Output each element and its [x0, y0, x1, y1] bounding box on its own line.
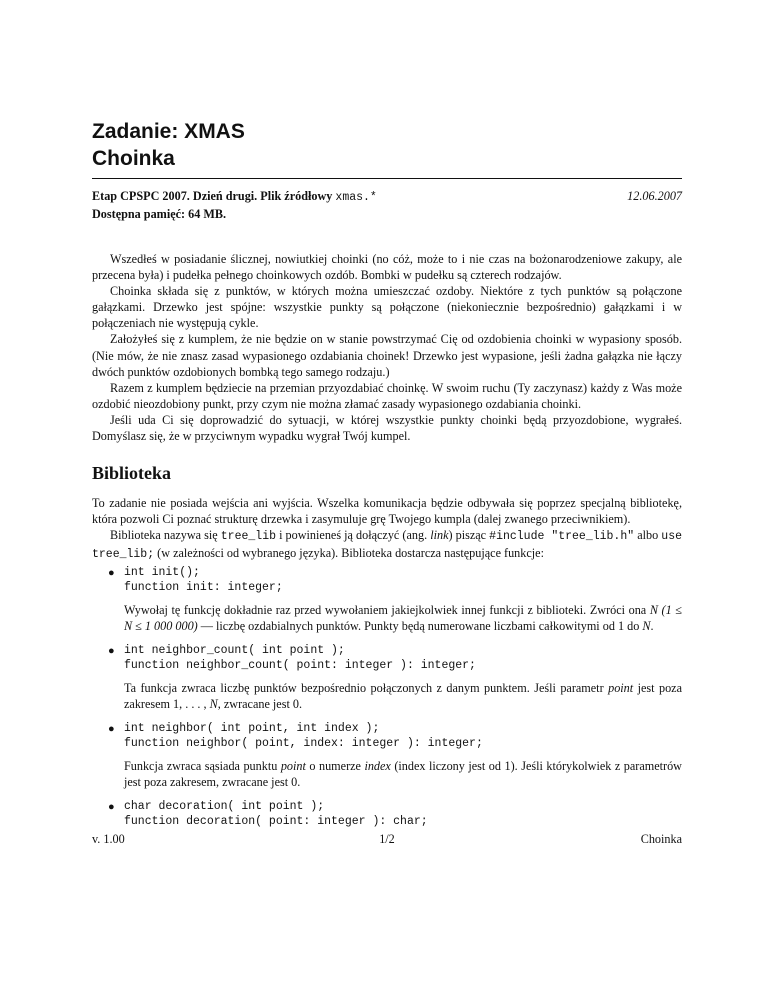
bullet-icon: ●: [108, 566, 115, 579]
footer-task-name: Choinka: [640, 832, 682, 846]
text: jest poza zakresem 1, . . . ,: [124, 680, 682, 711]
function-item-decoration: [92, 799, 682, 829]
function-list: [92, 565, 682, 830]
meta-date: 12.06.2007: [627, 189, 682, 203]
function-item-init: [92, 565, 682, 634]
text: o numerze: [305, 758, 365, 773]
pascal-signature: function neighbor_count( point: integer ): integer;: [124, 658, 476, 672]
text: Funkcja zwraca sąsiada punktu: [124, 758, 281, 773]
page-footer: [92, 832, 682, 847]
math: N: [642, 618, 651, 633]
task-title-line2: Choinka: [92, 147, 175, 170]
text: Wywołaj tę funkcję dokładnie raz przed wywołaniem jakiejkolwiek innej funkcji z biblioteki. Zwróci ona: [124, 602, 650, 617]
title-rule: [92, 178, 682, 179]
intro-paragraph: Razem z kumplem będziecie na przemian przyozdabiać choinkę. W swoim ruchu (Ty zaczynasz) każdy z Was może ozdobić nieozdobiony punkt, przy czym nie można złamać zasady wypasionego ozdabiania choinki.: [92, 380, 682, 411]
intro-section: [92, 251, 682, 444]
inline-code: tree_lib: [220, 530, 276, 544]
function-item-neighbor: [92, 721, 682, 790]
text: Biblioteka nazywa się: [110, 528, 221, 543]
function-description: [124, 680, 682, 712]
math: point: [608, 680, 634, 695]
c-signature: int neighbor( int point, int index );: [124, 721, 380, 735]
inline-code: use tree_lib;: [92, 530, 683, 562]
c-signature: char decoration( int point );: [124, 800, 325, 814]
text: ) pisząc: [448, 528, 490, 543]
memory-limit: Dostępna pamięć: 64 MB.: [92, 207, 227, 221]
intro-paragraph: Wszedłeś w posiadanie ślicznej, nowiutkiej choinki (no cóż, może to i nie czas na bożonarodzeniowe zakupy, ale przecena była) i pudełka pełnego choinkowych ozdób. Bombki w pudełku są czterech rodzajów.: [92, 252, 682, 283]
text: (w zależności od wybranego języka). Biblioteka dostarcza następujące funkcje:: [154, 546, 544, 561]
meta-stage-info: [92, 188, 377, 206]
task-title-line1: Zadanie: XMAS: [92, 120, 245, 143]
bullet-icon: ●: [108, 644, 115, 657]
text: — liczbę ozdabialnych punktów. Punkty będą numerowane liczbami całkowitymi od 1 do: [197, 618, 643, 633]
pascal-signature: function decoration( point: integer ): char;: [124, 815, 428, 829]
library-paragraph-2: [92, 527, 682, 563]
text: , zwracane jest 0.: [217, 696, 303, 711]
text: .: [650, 618, 654, 633]
library-paragraph-1: To zadanie nie posiada wejścia ani wyjścia. Wszelka komunikacja będzie odbywała się poprzez specjalną bibliotekę, która pozwoli Ci poznać strukturę drzewka i zasymuluje grę Twojego kumpla (dalej zwanego przeciwnikiem).: [92, 496, 682, 527]
bullet-icon: ●: [108, 801, 115, 814]
math: N: [209, 696, 218, 711]
c-signature: int init();: [124, 565, 200, 579]
emphasis: link: [430, 528, 449, 543]
document-page: [92, 118, 682, 838]
intro-paragraph: Choinka składa się z punktów, w których można umieszczać ozdoby. Niektóre z tych punktów są połączone gałązkami. Drzewko jest spójne: wszystkie punkty są połączone (niekoniecznie bezpośrednio) gałązkami i w połączeniach nie występują cykle.: [92, 284, 682, 331]
stage-label: Etap CPSPC 2007. Dzień drugi.: [92, 189, 258, 203]
footer-page-number: 1/2: [379, 832, 395, 846]
text: albo: [634, 528, 662, 543]
math: N (1 ≤ N ≤ 1 000 000): [124, 602, 682, 633]
library-heading: Biblioteka: [92, 463, 172, 484]
text: (index liczony jest od 1). Jeśli którykolwiek z parametrów jest poza zakresem, zwracane jest 0.: [124, 758, 682, 789]
math: index: [364, 758, 391, 773]
intro-paragraph: Założyłeś się z kumplem, że nie będzie on w stanie powstrzymać Cię od ozdobienia choinki w wypasiony sposób. (Nie mów, że nie znasz zasad wypasionego ozdabiania choinek! Drzewko jest wypasione, jeśli żadna gałązka nie łączy dwóch punktów ozdobionych bombką tego samego rodzaju.): [92, 332, 682, 379]
source-file-name: xmas.*: [335, 191, 377, 204]
footer-version: v. 1.00: [92, 832, 125, 846]
function-description: [124, 758, 682, 790]
intro-paragraph: Jeśli uda Ci się doprowadzić do sytuacji, w której wszystkie punkty choinki będą przyozdobione, wygrałeś. Domyślasz się, że w przyciwnym wypadku wygrał Twój kumpel.: [92, 412, 682, 444]
function-description: [124, 602, 682, 634]
meta-row: [92, 188, 682, 206]
source-file-label: Plik źródłowy: [260, 189, 333, 203]
bullet-icon: ●: [108, 722, 115, 735]
pascal-signature: function init: integer;: [124, 580, 283, 594]
c-signature: int neighbor_count( int point );: [124, 643, 345, 657]
function-item-neighbor-count: [92, 643, 682, 712]
text: i powinieneś ją dołączyć (ang.: [276, 528, 431, 543]
task-title: [92, 118, 682, 172]
pascal-signature: function neighbor( point, index: integer ): integer;: [124, 736, 483, 750]
math: point: [280, 758, 306, 773]
text: Ta funkcja zwraca liczbę punktów bezpośrednio połączonych z danym punktem. Jeśli parametr: [124, 680, 609, 695]
inline-code: #include "tree_lib.h": [489, 530, 635, 544]
